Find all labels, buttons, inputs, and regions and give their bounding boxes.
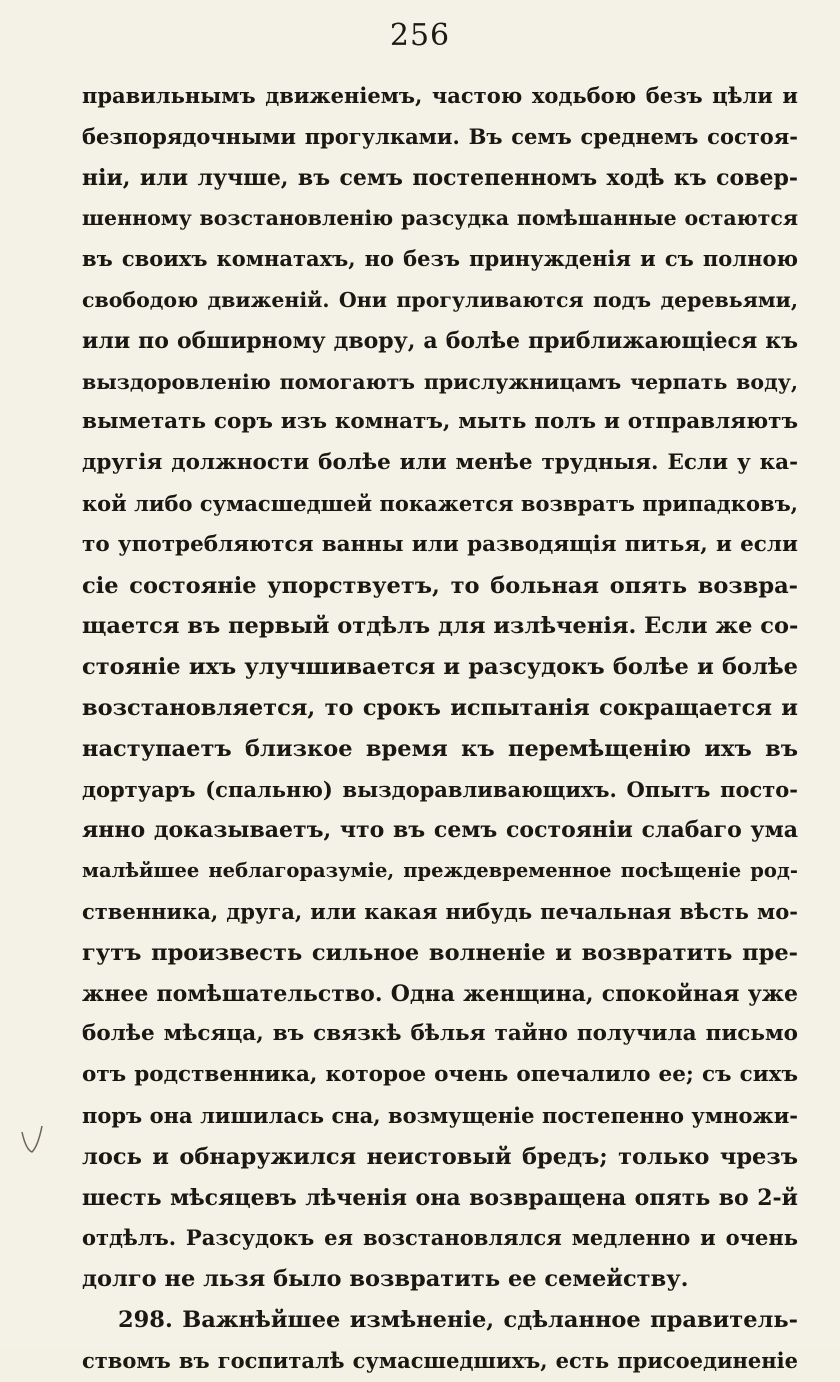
text-line: кой либо сумасшедшей покажется возвратъ припадковъ, xyxy=(82,490,798,516)
text-line: возстановляется, то срокъ испытанія сокращается и xyxy=(82,694,798,721)
text-line: свободою движеній. Они прогуливаются подъ деревьями, xyxy=(82,287,798,312)
text-line: малѣйшее неблагоразуміе, преждевременное посѣщеніе род- xyxy=(82,859,798,883)
text-line: дортуаръ (спальню) выздоравливающихъ. Опытъ посто- xyxy=(82,776,798,802)
text-line: отдѣлъ. Разсудокъ ея возстановлялся медленно и очень xyxy=(82,1225,798,1251)
text-line: жнее помѣшательство. Одна женщина, спокойная уже xyxy=(82,980,798,1007)
text-line: выздоровленію помогаютъ прислужницамъ черпать воду, xyxy=(82,369,798,394)
text-line: сіе состояніе упорствуетъ, то больная опять возвра- xyxy=(82,572,798,599)
text-line: наступаетъ близкое время къ перемѣщенію ихъ въ xyxy=(82,735,798,762)
text-line: болѣе мѣсяца, въ связкѣ бѣлья тайно получила письмо xyxy=(82,1021,798,1047)
text-line: то употребляются ванны или разводящія питья, и если xyxy=(82,531,798,557)
text-line: щается въ первый отдѣлъ для излѣченія. Если же со- xyxy=(82,613,798,640)
text-line: лось и обнаружился неистовый бредъ; только чрезъ xyxy=(82,1143,798,1170)
text-line: долго не льзя было возвратить ее семейству. xyxy=(82,1266,689,1293)
text-line: янно доказываетъ, что въ семъ состояніи слабаго ума xyxy=(82,817,798,844)
margin-pencil-mark xyxy=(18,1122,48,1162)
paragraph-start-line: 298. Важнѣйшее измѣненіе, сдѣланное правитель- xyxy=(118,1306,798,1333)
text-line: другія должности болѣе или менѣе трудныя. Если у ка- xyxy=(82,450,798,476)
text-line: гутъ произвесть сильное волненіе и возвратить пре- xyxy=(82,939,798,966)
text-line: шесть мѣсяцевъ лѣченія она возвращена опять во 2-й xyxy=(82,1184,798,1211)
text-line: отъ родственника, которое очень опечалило ее; съ сихъ xyxy=(82,1062,798,1088)
text-line: поръ она лишилась сна, возмущеніе постепенно умножи- xyxy=(82,1102,798,1128)
text-line: или по обширному двору, а болѣе приближающіеся къ xyxy=(82,327,798,354)
text-line: ственника, друга, или какая нибудь печальная вѣсть мо- xyxy=(82,898,798,924)
text-line: шенному возстановленію разсудка помѣшанные остаются xyxy=(82,206,798,231)
text-line: ствомъ въ госпиталѣ сумасшедшихъ, есть присоединеніе xyxy=(82,1347,798,1373)
text-line: въ своихъ комнатахъ, но безъ принужденія и съ полною xyxy=(82,246,798,272)
text-line: правильнымъ движеніемъ, частою ходьбою безъ цѣли и xyxy=(82,83,798,108)
body-text xyxy=(82,76,798,1382)
text-line: стояніе ихъ улучшивается и разсудокъ болѣе и болѣе xyxy=(82,654,798,681)
text-line: безпорядочными прогулками. Въ семъ среднемъ состоя- xyxy=(82,123,798,149)
text-line: выметать соръ изъ комнатъ, мыть полъ и отправляютъ xyxy=(82,409,798,435)
page-number: 256 xyxy=(389,18,451,53)
text-line: ніи, или лучше, въ семъ постепенномъ ходѣ къ совер- xyxy=(82,164,798,191)
